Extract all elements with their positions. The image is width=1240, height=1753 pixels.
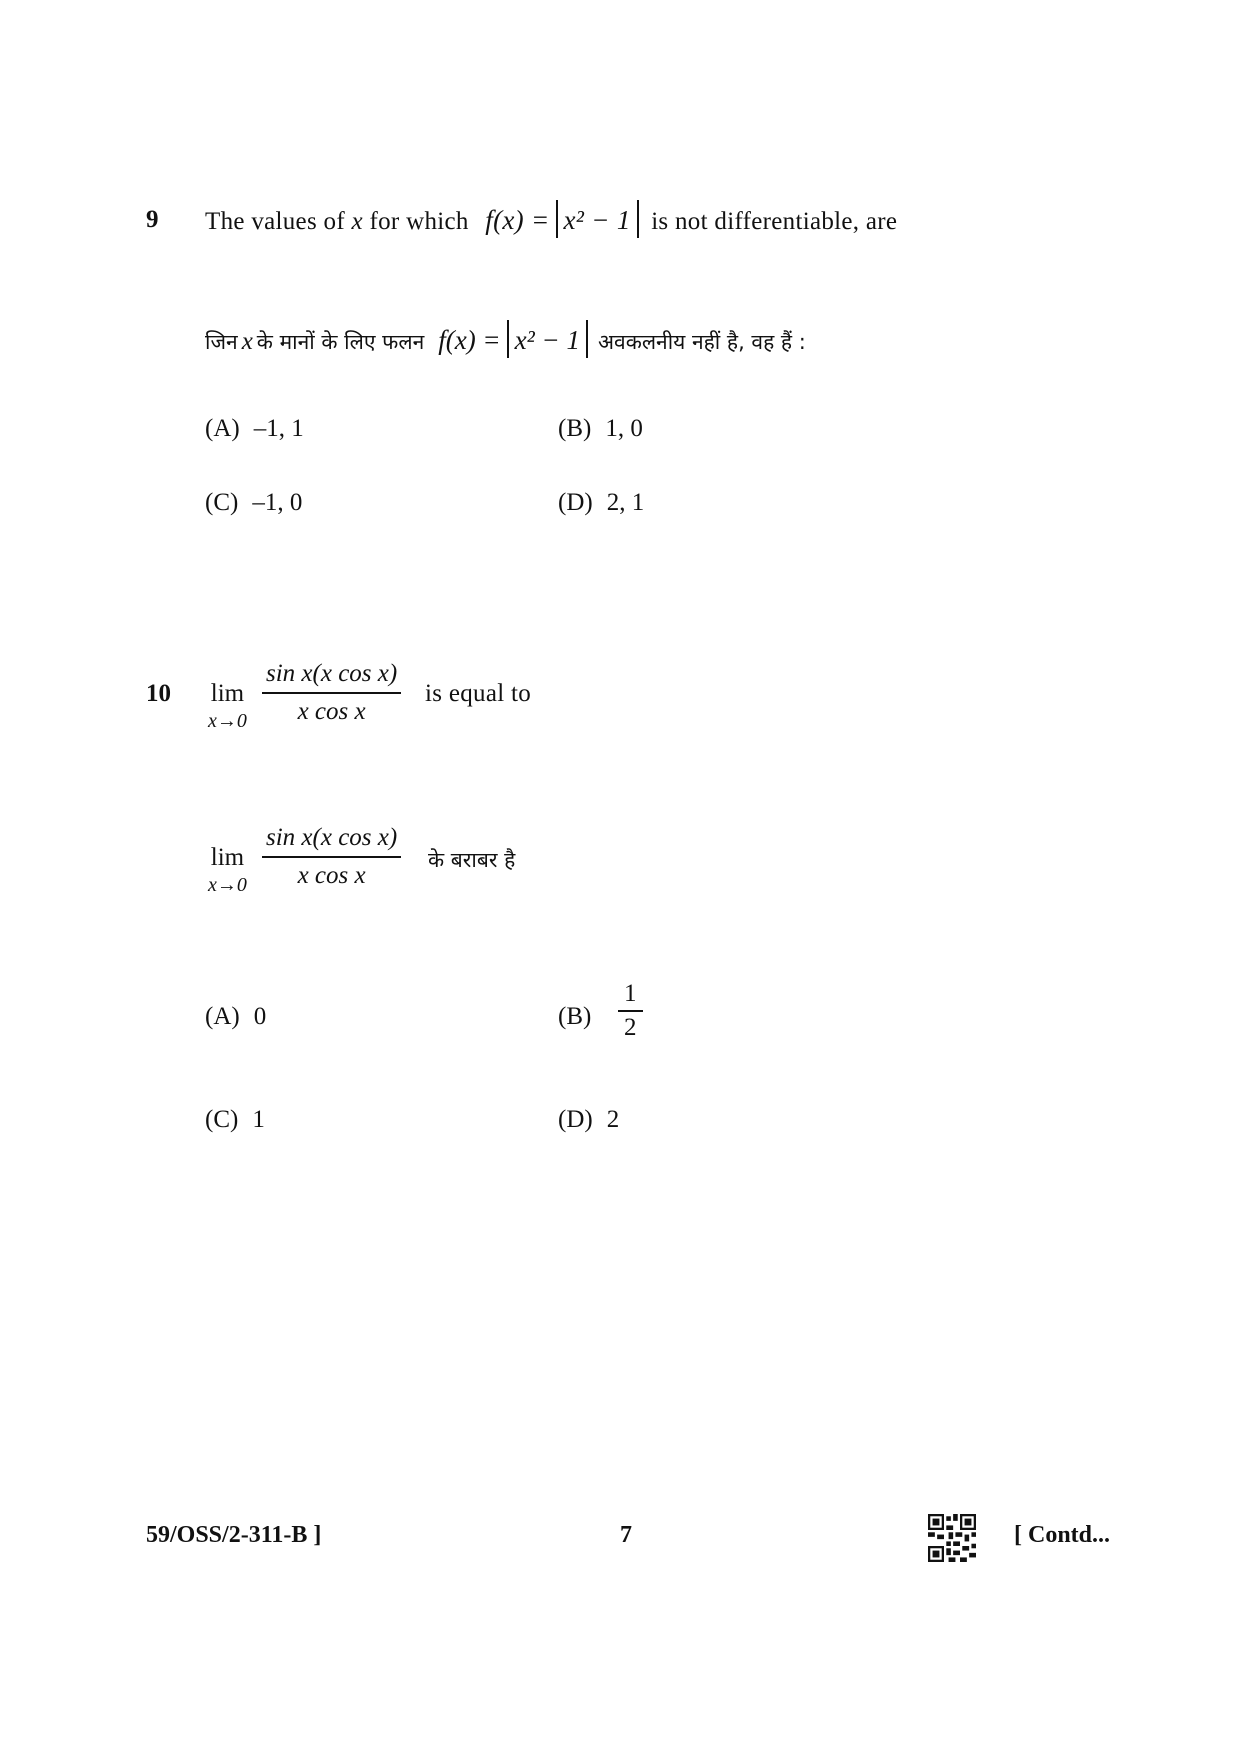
q10-option-c[interactable] xyxy=(205,1106,265,1134)
q9-hi-function: f(x) = xyxy=(438,325,501,355)
q10-option-d[interactable] xyxy=(558,1106,619,1134)
fraction-numerator: 1 xyxy=(618,980,643,1012)
option-value: –1, 1 xyxy=(253,415,304,442)
q10-option-b[interactable] xyxy=(558,1003,591,1031)
paper-code: 59/OSS/2-311-B ] xyxy=(146,1522,322,1548)
option-label: (B) xyxy=(558,415,592,442)
fraction-numerator: sin x(x cos x) xyxy=(262,660,401,694)
q9-option-b[interactable] xyxy=(558,415,643,443)
option-value: 0 xyxy=(253,1003,267,1030)
option-label: (D) xyxy=(558,489,593,516)
lim-subscript: x→0 xyxy=(208,710,247,732)
q10-en-suffix: is equal to xyxy=(425,680,532,707)
option-value: 2 xyxy=(606,1106,620,1133)
q9-option-c[interactable] xyxy=(205,489,302,517)
qr-code-icon xyxy=(928,1514,976,1562)
lim-word: lim xyxy=(210,680,245,707)
page-number: 7 xyxy=(620,1522,632,1548)
option-value: 2, 1 xyxy=(606,489,645,516)
option-label: (B) xyxy=(558,1003,592,1030)
abs-bar-left xyxy=(556,200,558,238)
q9-option-a[interactable] xyxy=(205,415,304,443)
contd-label: [ Contd... xyxy=(1014,1522,1111,1548)
lim-word: lim xyxy=(210,844,245,871)
q9-abs-content: x² − 1 xyxy=(563,205,631,235)
q9-hi-abs-content: x² − 1 xyxy=(514,325,580,355)
abs-bar-right xyxy=(637,200,639,238)
question-9-english xyxy=(205,200,897,238)
option-value: 1 xyxy=(252,1106,265,1133)
q9-var-x: x xyxy=(351,208,363,235)
fraction-denominator: x cos x xyxy=(297,698,366,725)
question-10-number: 10 xyxy=(146,680,171,707)
question-9-number: 9 xyxy=(146,206,159,233)
fraction-denominator: x cos x xyxy=(297,862,366,889)
q10-option-b-fraction xyxy=(618,980,643,1042)
fraction-denominator: 2 xyxy=(624,1014,637,1041)
abs-bar-right xyxy=(586,320,588,358)
option-value: 1, 0 xyxy=(605,415,643,442)
q10-fraction xyxy=(262,660,401,726)
question-9-hindi xyxy=(205,320,806,358)
q10-option-a[interactable] xyxy=(205,1003,266,1031)
option-label: (A) xyxy=(205,1003,240,1030)
q9-hi-prefix: जिन xyxy=(205,330,238,354)
option-value: –1, 0 xyxy=(252,489,303,516)
q10-hi-fraction xyxy=(262,824,401,890)
q9-hi-mid: के मानों के लिए फलन xyxy=(256,330,425,354)
option-label: (A) xyxy=(205,415,240,442)
option-label: (C) xyxy=(205,1106,239,1133)
fraction-numerator: sin x(x cos x) xyxy=(262,824,401,858)
q9-en-mid: for which xyxy=(369,208,469,235)
q9-function: f(x) = xyxy=(485,205,550,235)
option-label: (C) xyxy=(205,489,239,516)
q9-hi-var-x: x xyxy=(241,328,253,355)
lim-subscript: x→0 xyxy=(208,874,247,896)
option-label: (D) xyxy=(558,1106,593,1133)
q9-en-suffix: is not differentiable, are xyxy=(651,208,898,235)
q10-hi-suffix: के बराबर है xyxy=(428,848,516,872)
abs-bar-left xyxy=(507,320,509,358)
q9-option-d[interactable] xyxy=(558,489,644,517)
q9-en-prefix: The values of xyxy=(205,208,345,235)
q9-hi-suffix: अवकलनीय नहीं है, वह हैं : xyxy=(597,330,806,354)
q10-hi-limit xyxy=(208,844,247,897)
q10-limit xyxy=(208,680,247,733)
